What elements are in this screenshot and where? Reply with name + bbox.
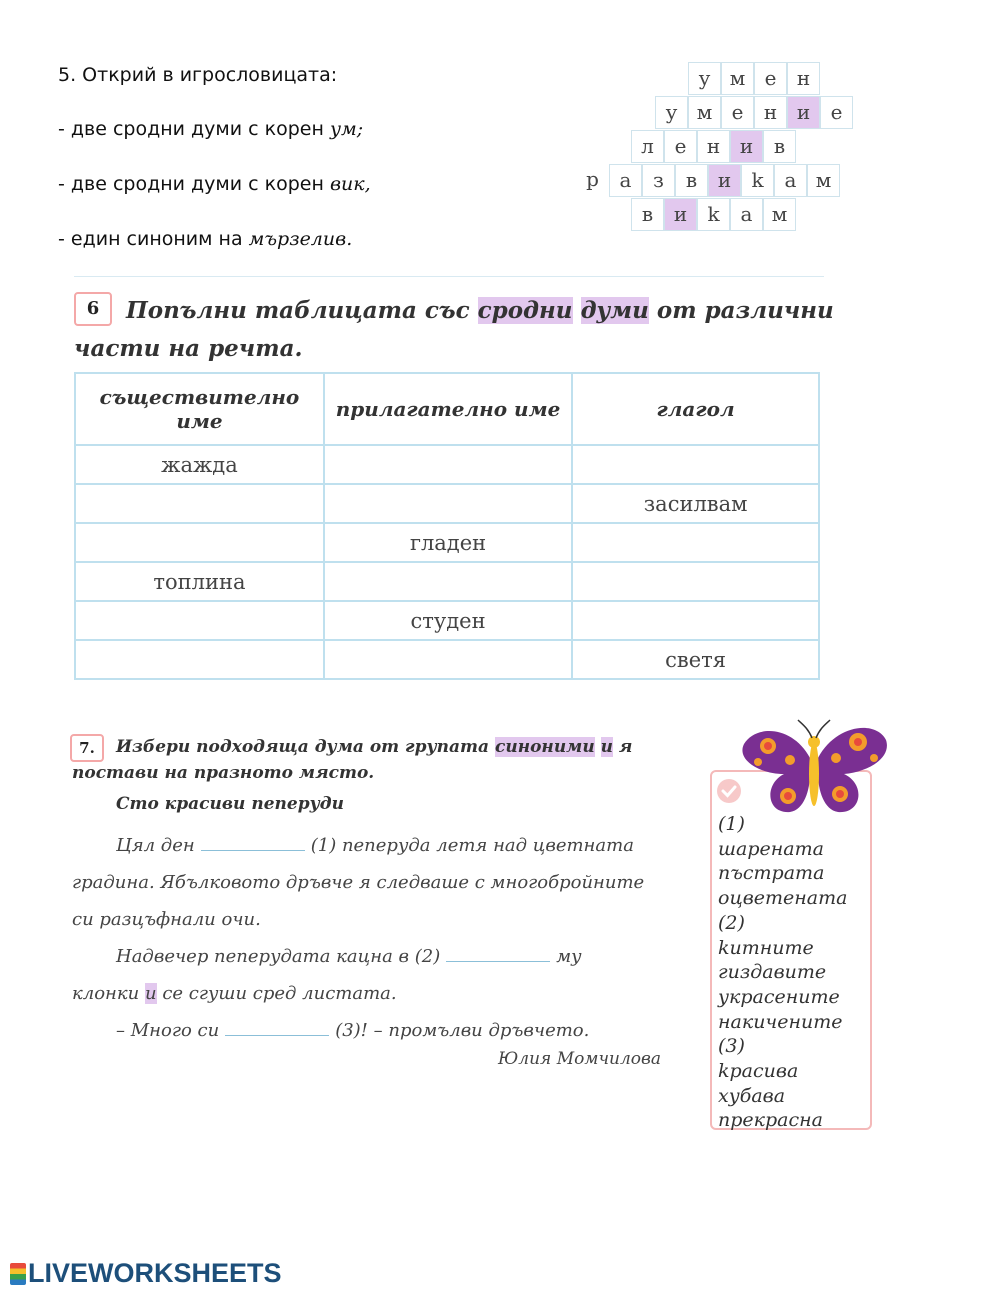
crossword-cell: е	[664, 130, 697, 163]
story-title: Сто красиви пеперуди	[116, 794, 344, 814]
story-line-2: градина. Ябълковото дръвче я следваше с многобройните	[72, 872, 645, 893]
story-line-3: си разцъфнали очи.	[72, 909, 261, 930]
table-cell[interactable]	[75, 601, 324, 640]
word-option: оцветената	[718, 887, 848, 910]
column-header-noun: съществително име	[75, 373, 324, 445]
table-cell: топлина	[75, 562, 324, 601]
table-cell: жажда	[75, 445, 324, 484]
crossword-cell: н	[697, 130, 730, 163]
divider	[74, 276, 824, 277]
story-line-1: Цял ден (1) пеперуда летя над цветната	[116, 835, 634, 856]
word-option: гиздавите	[718, 961, 827, 984]
crossword-cell: в	[631, 198, 664, 231]
task6-heading: Попълни таблицата със сродни думи от различни части на речта.	[74, 297, 834, 362]
crossword-cell: в	[675, 164, 708, 197]
butterfly-icon	[738, 718, 890, 824]
word-option: kитните	[718, 936, 814, 959]
crossword-cell: а	[609, 164, 642, 197]
table-cell[interactable]	[572, 445, 819, 484]
word-option: пъстрата	[718, 862, 825, 885]
crossword-cell: у	[688, 62, 721, 95]
table-cell[interactable]	[572, 601, 819, 640]
task5-line-1: - две сродни думи с корен ум;	[58, 118, 364, 140]
table-row	[75, 484, 819, 523]
column-header-adjective: прилагателно име	[324, 373, 572, 445]
blank-1[interactable]	[201, 836, 305, 851]
table-row	[75, 523, 819, 562]
word-option: (2)	[718, 911, 745, 934]
crossword-cell: м	[721, 62, 754, 95]
story-author: Юлия Момчилова	[498, 1049, 662, 1069]
table-row	[75, 601, 819, 640]
table-cell[interactable]	[324, 640, 572, 679]
crossword-cell: м	[763, 198, 796, 231]
table-cell: гладен	[324, 523, 572, 562]
table-cell: засилвам	[572, 484, 819, 523]
crossword-cell: е	[721, 96, 754, 129]
crossword-cell: k	[697, 198, 730, 231]
task5-line-3: - един синоним на мързелив.	[58, 228, 353, 250]
crossword-cell: е	[754, 62, 787, 95]
table-cell[interactable]	[75, 484, 324, 523]
word-option: (1)	[718, 813, 745, 835]
table-cell[interactable]	[324, 445, 572, 484]
table-row	[75, 562, 819, 601]
liveworksheets-logo: LIVEWORKSHEETS	[10, 1258, 282, 1289]
crossword-cell: а	[774, 164, 807, 197]
crossword-cell: р	[576, 164, 609, 197]
crossword-cell: н	[754, 96, 787, 129]
story-line-5: клонки и се сгуши сред листата.	[72, 983, 397, 1004]
task5-title: 5. Открий в игрословицата:	[58, 64, 338, 86]
task6-number: 6	[74, 292, 112, 326]
table-cell[interactable]	[572, 523, 819, 562]
table-cell[interactable]	[324, 562, 572, 601]
task7-heading: Избери подходяща дума от групата синоними и я постави на празното място.	[72, 737, 633, 783]
story-line-6: – Много си (3)! – промълви дръвчето.	[116, 1020, 590, 1041]
crossword-cell: и	[787, 96, 820, 129]
word-option: kрасива	[718, 1060, 799, 1082]
word-option: накичените	[718, 1010, 843, 1033]
crossword-cell: и	[664, 198, 697, 231]
crossword-cell: м	[807, 164, 840, 197]
crossword-cell: у	[655, 96, 688, 129]
blank-3[interactable]	[225, 1021, 329, 1036]
word-table	[74, 372, 820, 680]
crossword-cell: k	[741, 164, 774, 197]
task7-number: 7.	[70, 734, 104, 762]
word-option: шарената	[718, 837, 824, 860]
column-header-verb: глагол	[572, 373, 819, 445]
table-cell[interactable]	[324, 484, 572, 523]
crossword-cell: з	[642, 164, 675, 197]
word-option: украсените	[718, 985, 840, 1008]
crossword-cell: н	[787, 62, 820, 95]
table-cell[interactable]	[572, 562, 819, 601]
task5-line-2: - две сродни думи с корен вик,	[58, 173, 371, 195]
table-cell[interactable]	[75, 523, 324, 562]
word-option: прекрасна	[718, 1109, 823, 1132]
crossword-cell: м	[688, 96, 721, 129]
table-cell: светя	[572, 640, 819, 679]
crossword-cell: а	[730, 198, 763, 231]
crossword-cell: и	[708, 164, 741, 197]
table-cell: студен	[324, 601, 572, 640]
table-cell[interactable]	[75, 640, 324, 679]
crossword-cell: л	[631, 130, 664, 163]
crossword-cell: е	[820, 96, 853, 129]
blank-2[interactable]	[446, 947, 550, 962]
table-row	[75, 445, 819, 484]
logo-mark-icon	[10, 1263, 26, 1285]
story-line-4: Надвечер пеперудата кацна в (2) му	[116, 946, 582, 967]
crossword-cell: в	[763, 130, 796, 163]
table-row	[75, 640, 819, 679]
word-option: (3)	[718, 1035, 745, 1058]
word-option: хубава	[718, 1084, 786, 1107]
crossword-cell: и	[730, 130, 763, 163]
